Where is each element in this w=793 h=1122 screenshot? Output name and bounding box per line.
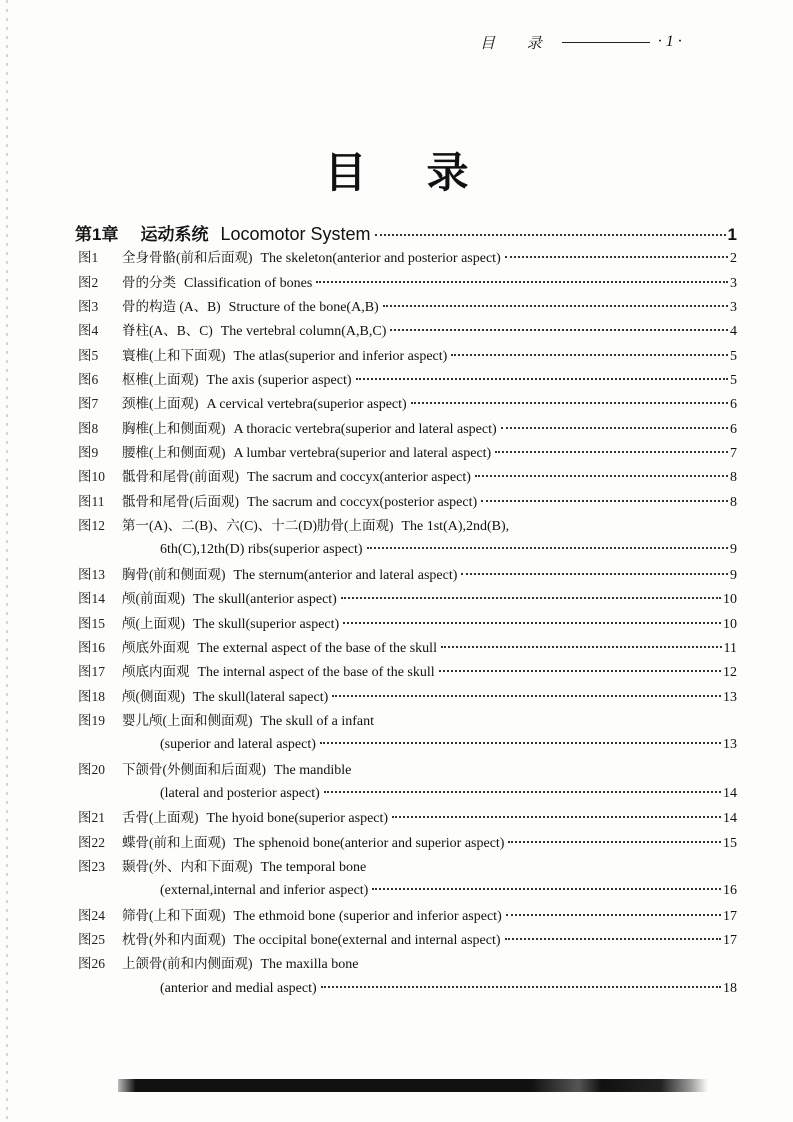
- entry-page-number: 13: [723, 737, 737, 753]
- entry-page-number: 6: [730, 397, 737, 413]
- entry-page-number: 10: [723, 592, 737, 608]
- dot-leader: [372, 888, 721, 890]
- entry-title-en-continued: (superior and lateral aspect): [160, 737, 316, 753]
- entry-title-cn: 胸椎(上和侧面观): [122, 420, 226, 436]
- toc-entry[interactable]: [75, 465, 737, 489]
- toc-entry[interactable]: [75, 587, 737, 611]
- toc-entry[interactable]: [75, 514, 737, 538]
- entry-title-en: The vertebral column(A,B,C): [220, 324, 387, 340]
- figure-number: 图22: [78, 834, 105, 850]
- entry-title-en: A cervical vertebra(superior aspect): [206, 397, 407, 413]
- entry-page-number: 7: [730, 446, 737, 462]
- entry-title-en: A lumbar vertebra(superior and lateral aspect): [233, 446, 492, 462]
- dot-leader: [441, 646, 722, 648]
- toc-entry-continuation[interactable]: [75, 538, 737, 562]
- entry-page-number: 15: [723, 835, 737, 851]
- figure-number: 图20: [78, 761, 105, 777]
- entry-title-en: A thoracic vertebra(superior and lateral aspect): [233, 421, 497, 437]
- entry-title-cn: 脊柱(A、B、C): [122, 323, 213, 339]
- figure-number: 图4: [78, 323, 99, 339]
- entry-page-number: 8: [730, 470, 737, 486]
- entry-title-en: The axis (superior aspect): [206, 373, 352, 389]
- toc-entry[interactable]: [75, 636, 737, 660]
- entry-title-cn: 婴儿颅(上面和侧面观): [122, 712, 253, 728]
- entry-title-en: The skull(lateral sapect): [193, 689, 329, 705]
- figure-number: 图15: [78, 615, 105, 631]
- toc-entry[interactable]: [75, 831, 737, 855]
- dot-leader: [332, 695, 721, 697]
- dot-leader: [481, 500, 728, 502]
- toc-entry[interactable]: [75, 855, 737, 879]
- figure-number: 图11: [78, 493, 105, 509]
- entry-title-cn: 枢椎(上面观): [122, 372, 199, 388]
- chapter-title-cn: 运动系统: [140, 225, 209, 244]
- entry-page-number: 10: [723, 616, 737, 632]
- toc-entry[interactable]: [75, 295, 737, 319]
- entry-title-en-continued: 6th(C),12th(D) ribs(superior aspect): [160, 542, 363, 558]
- dot-leader: [508, 841, 721, 843]
- entry-title-cn: 骶骨和尾骨(前面观): [122, 469, 239, 485]
- figure-number: 图6: [78, 372, 99, 388]
- entry-title-en: The maxilla bone: [260, 957, 359, 973]
- dot-leader: [320, 742, 721, 744]
- entry-page-number: 8: [730, 494, 737, 510]
- entry-title-cn: 颞骨(外、内和下面观): [122, 858, 253, 874]
- toc-entry[interactable]: [75, 392, 737, 416]
- toc-entry[interactable]: [75, 685, 737, 709]
- figure-number: 图26: [78, 956, 105, 972]
- entry-title-en: The sternum(anterior and lateral aspect): [233, 567, 458, 583]
- figure-number: 图24: [78, 907, 105, 923]
- toc-entry[interactable]: [75, 490, 737, 514]
- toc-entry[interactable]: [75, 441, 737, 465]
- entry-title-cn: 第一(A)、二(B)、六(C)、十二(D)肋骨(上面观): [122, 518, 394, 534]
- toc-entry[interactable]: [75, 368, 737, 392]
- entry-title-cn: 筛骨(上和下面观): [122, 907, 226, 923]
- dot-leader: [451, 354, 728, 356]
- entry-title-cn: 骨的构造 (A、B): [122, 299, 221, 315]
- figure-number: 图1: [78, 250, 99, 266]
- entry-title-cn: 颅(上面观): [122, 615, 185, 631]
- entry-title-cn: 下颌骨(外侧面和后面观): [122, 761, 266, 777]
- toc-entry[interactable]: [75, 806, 737, 830]
- toc-entry[interactable]: [75, 904, 737, 928]
- toc-entry[interactable]: [75, 319, 737, 343]
- entry-page-number: 14: [723, 811, 737, 827]
- toc-entry[interactable]: [75, 246, 737, 270]
- entry-title-en-continued: (external,internal and inferior aspect): [160, 883, 369, 899]
- entry-title-cn: 颅底内面观: [122, 664, 190, 680]
- entry-page-number: 12: [723, 665, 737, 681]
- dot-leader: [439, 670, 721, 672]
- entry-title-en: The occipital bone(external and internal aspect): [233, 932, 501, 948]
- figure-number: 图3: [78, 299, 99, 315]
- toc-entry[interactable]: [75, 417, 737, 441]
- entry-page-number: 9: [730, 567, 737, 583]
- entry-title-cn: 全身骨骼(前和后面观): [122, 250, 253, 266]
- entry-title-en: The skull(superior aspect): [193, 616, 340, 632]
- figure-number: 图17: [78, 664, 105, 680]
- entry-title-en: The sacrum and coccyx(posterior aspect): [247, 494, 478, 510]
- chapter-title-en: Locomotor System: [220, 224, 371, 244]
- entry-page-number: 11: [723, 640, 737, 656]
- entry-page-number: 9: [730, 542, 737, 558]
- entry-title-en: The mandible: [274, 762, 352, 778]
- running-head: [480, 30, 720, 54]
- dot-leader: [390, 329, 728, 331]
- entry-title-en: The external aspect of the base of the skull: [197, 640, 437, 656]
- figure-number: 图25: [78, 931, 105, 947]
- entry-page-number: 18: [723, 980, 737, 996]
- entry-title-en-continued: (lateral and posterior aspect): [160, 785, 320, 801]
- entry-title-en: The sacrum and coccyx(anterior aspect): [247, 470, 471, 486]
- figure-number: 图5: [78, 347, 99, 363]
- page-title: 目录: [324, 148, 529, 197]
- entry-title-cn: 寰椎(上和下面观): [122, 347, 226, 363]
- dot-leader: [392, 816, 721, 818]
- entry-page-number: 5: [730, 373, 737, 389]
- entry-page-number: 17: [723, 908, 737, 924]
- figure-number: 图21: [78, 810, 105, 826]
- dot-leader: [505, 938, 721, 940]
- entry-title-en: The internal aspect of the base of the skull: [197, 665, 435, 681]
- entry-page-number: 3: [730, 300, 737, 316]
- entry-title-cn: 颅(前面观): [122, 591, 185, 607]
- toc-entry[interactable]: [75, 612, 737, 636]
- entry-title-cn: 颅底外面观: [122, 639, 190, 655]
- dot-leader: [316, 281, 728, 283]
- dot-leader: [461, 573, 728, 575]
- dot-leader: [324, 791, 721, 793]
- toc-entry[interactable]: [75, 758, 737, 782]
- dot-leader: [505, 256, 728, 258]
- figure-number: 图19: [78, 712, 105, 728]
- entry-page-number: 13: [723, 689, 737, 705]
- figure-number: 图9: [78, 445, 99, 461]
- figure-number: 图7: [78, 396, 99, 412]
- dot-leader: [367, 547, 728, 549]
- dot-leader: [475, 475, 728, 477]
- dot-leader: [506, 914, 721, 916]
- entry-title-cn: 枕骨(外和内面观): [122, 931, 226, 947]
- entry-title-cn: 胸骨(前和侧面观): [122, 566, 226, 582]
- chapter-page-number: 1: [727, 225, 737, 244]
- entry-title-en: The atlas(superior and inferior aspect): [233, 348, 448, 364]
- toc-entry[interactable]: [75, 344, 737, 368]
- entry-title-en: The ethmoid bone (superior and inferior aspect): [233, 908, 502, 924]
- dot-leader: [383, 305, 728, 307]
- toc-entry-continuation[interactable]: [75, 782, 737, 806]
- entry-page-number: 17: [723, 932, 737, 948]
- figure-number: 图8: [78, 420, 99, 436]
- entry-title-cn: 舌骨(上面观): [122, 810, 199, 826]
- dot-leader: [375, 234, 726, 236]
- figure-number: 图14: [78, 591, 105, 607]
- entry-page-number: 6: [730, 421, 737, 437]
- entry-page-number: 4: [730, 324, 737, 340]
- entry-title-en: Structure of the bone(A,B): [228, 300, 379, 316]
- toc-entry[interactable]: [75, 709, 737, 733]
- table-of-contents: [75, 222, 737, 1001]
- dot-leader: [356, 378, 729, 380]
- toc-chapter-entry[interactable]: [75, 222, 737, 246]
- entry-title-cn: 腰椎(上和侧面观): [122, 445, 226, 461]
- entry-title-en: The skull of a infant: [260, 713, 375, 729]
- chapter-label: 第1章: [75, 225, 119, 244]
- entry-page-number: 2: [730, 251, 737, 267]
- entry-title-en: Classification of bones: [184, 275, 313, 291]
- entry-title-en: The hyoid bone(superior aspect): [206, 811, 389, 827]
- figure-number: 图23: [78, 858, 105, 874]
- dot-leader: [321, 986, 721, 988]
- entry-page-number: 3: [730, 275, 737, 291]
- toc-entry[interactable]: [75, 952, 737, 976]
- entry-title-en: The skeleton(anterior and posterior aspect): [260, 251, 501, 267]
- figure-number: 图2: [78, 274, 99, 290]
- toc-entry[interactable]: [75, 271, 737, 295]
- entry-title-en: The sphenoid bone(anterior and superior aspect): [233, 835, 505, 851]
- entry-title-cn: 上颌骨(前和内侧面观): [122, 956, 253, 972]
- entry-page-number: 5: [730, 348, 737, 364]
- entry-title-en: The 1st(A),2nd(B),: [401, 519, 510, 535]
- entry-title-cn: 蝶骨(前和上面观): [122, 834, 226, 850]
- toc-entry[interactable]: [75, 563, 737, 587]
- dot-leader: [495, 451, 728, 453]
- entry-title-en-continued: (anterior and medial aspect): [160, 980, 317, 996]
- figure-number: 图16: [78, 639, 105, 655]
- running-head-rule: [562, 42, 650, 43]
- toc-entry[interactable]: [75, 660, 737, 684]
- entry-title-cn: 颅(侧面观): [122, 688, 185, 704]
- figure-number: 图13: [78, 566, 105, 582]
- running-head-page-number: · 1 ·: [657, 33, 682, 50]
- entry-page-number: 16: [723, 883, 737, 899]
- entry-title-en: The temporal bone: [260, 859, 367, 875]
- entry-title-cn: 骶骨和尾骨(后面观): [122, 493, 239, 509]
- dot-leader: [411, 402, 728, 404]
- entry-title-en: The skull(anterior aspect): [193, 592, 337, 608]
- figure-number: 图18: [78, 688, 105, 704]
- figure-number: 图12: [78, 518, 105, 534]
- dot-leader: [341, 597, 721, 599]
- dot-leader: [501, 427, 728, 429]
- figure-number: 图10: [78, 469, 105, 485]
- toc-entry-continuation[interactable]: [75, 879, 737, 903]
- running-head-title: 目 录: [480, 35, 556, 52]
- scan-artifact-bar: [118, 1079, 708, 1092]
- toc-entry[interactable]: [75, 928, 737, 952]
- toc-entry-continuation[interactable]: [75, 977, 737, 1001]
- dot-leader: [343, 622, 721, 624]
- entry-title-cn: 颈椎(上面观): [122, 396, 199, 412]
- entry-title-cn: 骨的分类: [122, 274, 176, 290]
- toc-entry-continuation[interactable]: [75, 733, 737, 757]
- entry-page-number: 14: [723, 785, 737, 801]
